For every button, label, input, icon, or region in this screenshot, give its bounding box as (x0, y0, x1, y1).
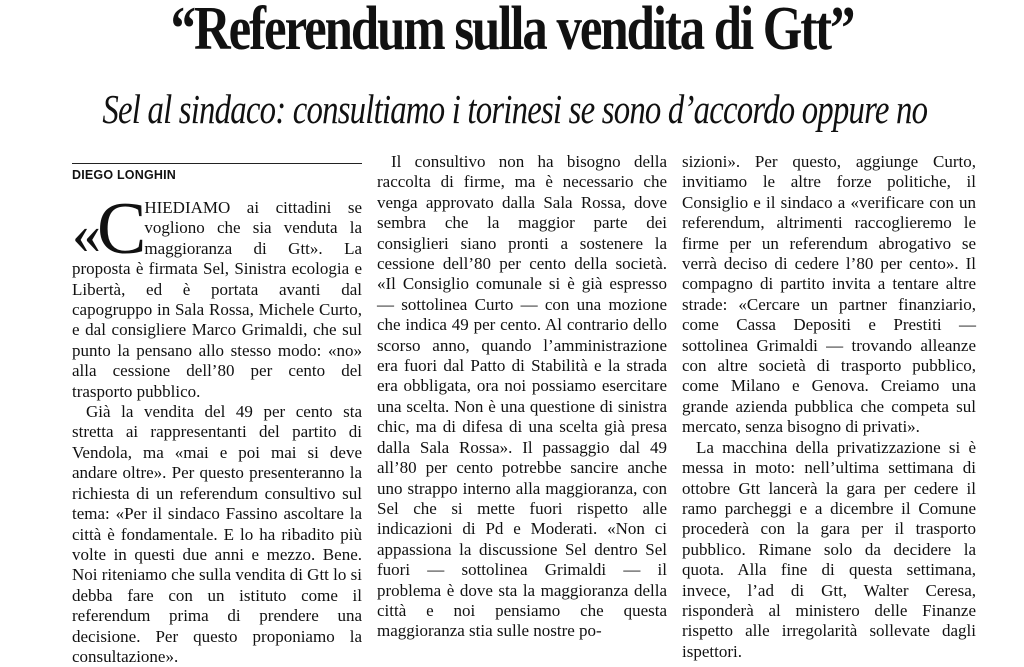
drop-cap-letter: C (97, 188, 143, 270)
paragraph: La macchina della privatizzazione si è messa in moto: nell’ultima settimana di ottobre Gtt lancerà la gara per cedere il ramo parcheggi e a dicembre il Comune procederà con la gara per il trasporto pubblico. Rimane solo da decidere la quota. Alla fine di questa settimana, invece, l’ad di Gtt, Walter Ceresa, risponderà al ministero delle Finanze rispetto alle irregolarità sollevate dagli ispettori. (682, 437, 976, 661)
paragraph: sizioni». Per questo, aggiunge Curto, invitiamo le altre forze politiche, il Consiglio e il sindaco a «verificare con un referendum, altrimenti raccoglieremo le firme per un referendum abrogativo se verrà deciso di cedere l’80 per cento». Il compagno di partito invita a tentare altre strade: «Cercare un partner finanziario, come Cassa Depositi e Prestiti — sottolinea Grimaldi — trovando alleanze con altre società di trasporto pubblico, come Milano e Genova. Creiamo una grande azienda pubblica che competa sul mercato, senza bisogno di privati». (682, 152, 976, 437)
drop-cap-quote: « (72, 201, 97, 266)
subheadline: Sel al sindaco: consultiamo i torinesi se sono d’accordo oppure no (102, 86, 928, 132)
article-column-1 (72, 188, 362, 667)
paragraph: Il consultivo non ha bisogno della raccolta di firme, ma è necessario che venga approvato dalla Sala Rossa, dove sembra che la maggior parte dei consiglieri siano pronti a sostenere la cessione dell’80 per cento della società. «Il Consiglio comunale si è già espresso — sottolinea Curto — con una mozione che indica 49 per cento. Al contrario dello scorso anno, quando l’amministrazione era fuori dal Patto di Stabilità e la strada era obbligata, ora noi possiamo esercitare una scelta. Non è una questione di sinistra chic, ma di difesa di una scelta già presa dalla Sala Rossa». Il passaggio dal 49 all’80 per cento potrebbe sancire anche uno strappo interno alla maggioranza, con Sel che si mette fuori rispetto alle indicazioni di Pd e Moderati. «Non ci appassiona la discussione Sel dentro Sel fuori — sottolinea Grimaldi — il problema è dove sta la maggioranza della città e noi pensiamo che questa maggioranza stia sulle nostre po- (377, 152, 667, 641)
paragraph: HIEDIAMO ai cittadini se vogliono che sia venduta la maggioranza di Gtt». La proposta è firmata Sel, Sinistra ecologia e Libertà, ed è portata avanti dal capogruppo in Sala Rossa, Michele Curto, e dal consigliere Marco Grimaldi, che sul punto la pensano allo stesso modo: «no» alla cessione dell’80 per cento del trasporto pubblico. (72, 198, 362, 401)
drop-cap (72, 188, 143, 270)
headline: “Referendum sulla vendita di Gtt” (170, 0, 854, 63)
article-column-3 (682, 152, 976, 662)
byline-divider (72, 163, 362, 164)
byline: DIEGO LONGHIN (72, 168, 176, 182)
paragraph: Già la vendita del 49 per cento sta stretta ai rappresentanti del partito di Vendola, ma «mai e poi mai si deve andare oltre». Per questo presenteranno la richiesta di un referendum consultivo sul tema: «Per il sindaco Fassino ascoltare la città è fondamentale. E lo ha ribadito più volte in questi due anni e mezzo. Bene. Noi riteniamo che sulla vendita di Gtt lo si debba fare con un istituto come il referendum prima di prendere una decisione. Per questo proponiamo la consultazione». (72, 402, 362, 666)
article-column-2 (377, 152, 667, 642)
